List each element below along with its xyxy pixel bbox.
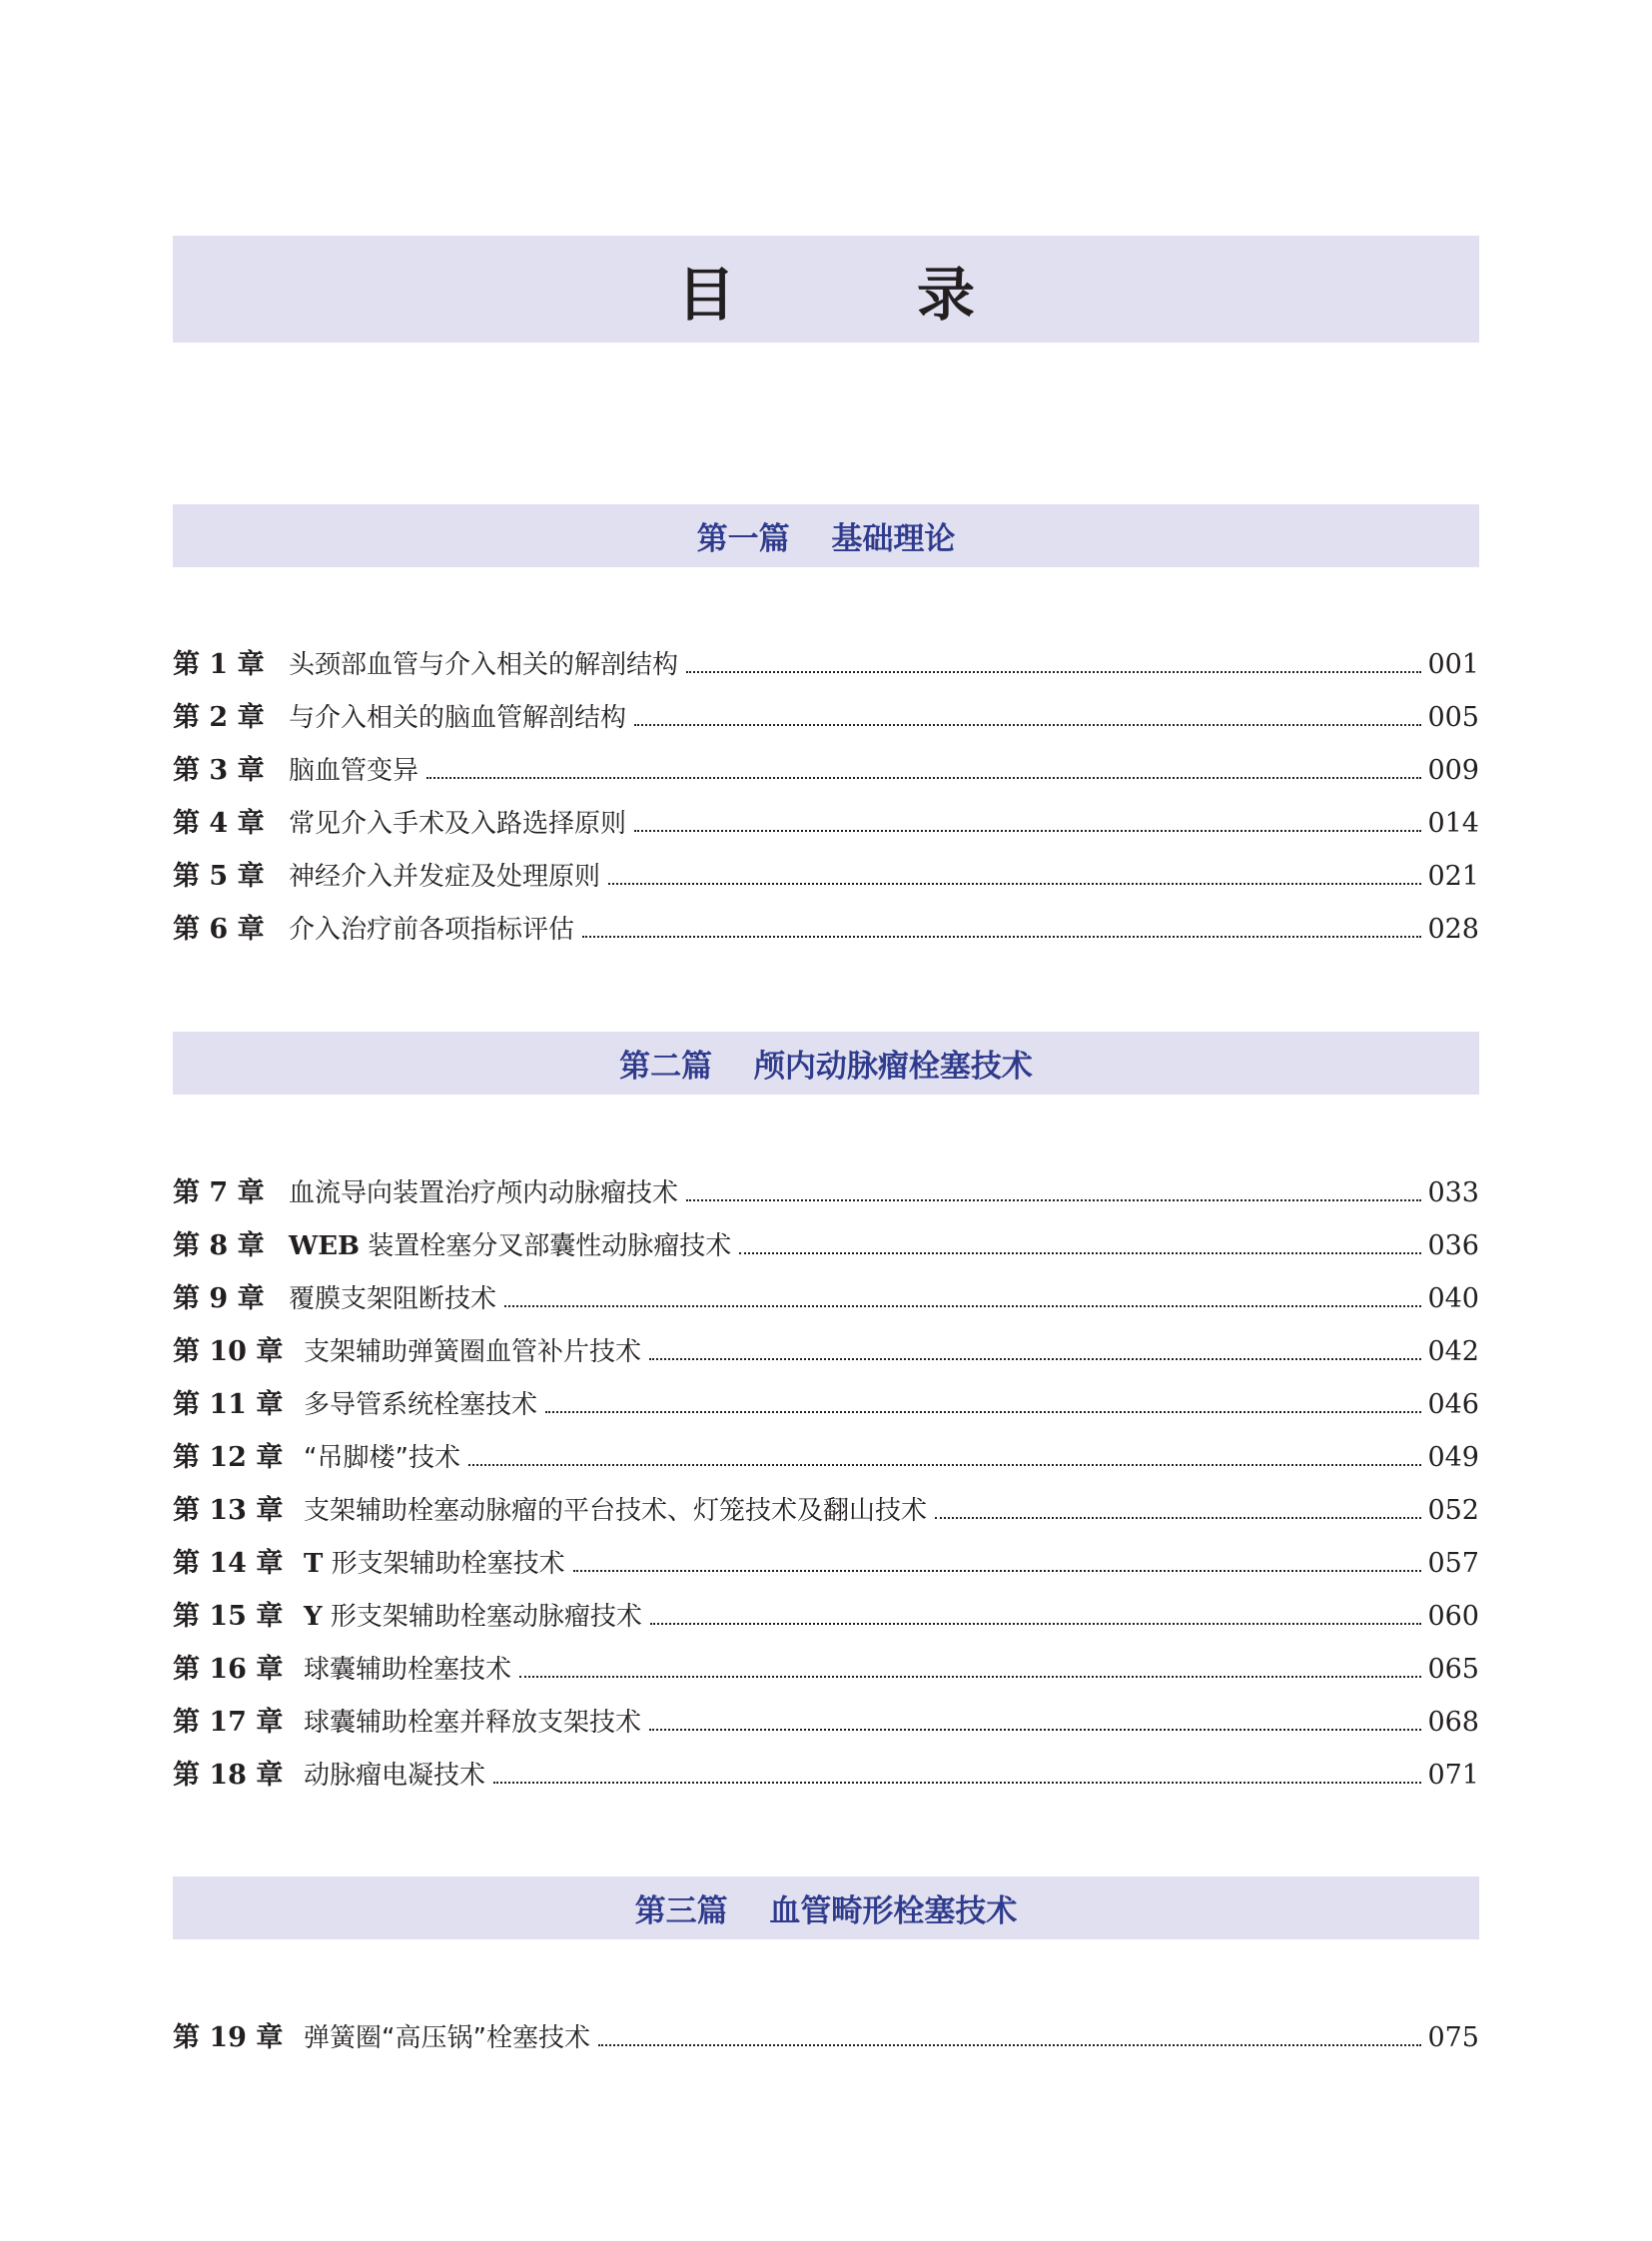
chapter-number: 第 5 章 xyxy=(173,861,265,892)
toc-entry[interactable] xyxy=(173,1263,1479,1316)
chapter-title-text: 介入治疗前各项指标评估 xyxy=(289,915,575,945)
chapter-number: 第 8 章 xyxy=(173,1230,265,1261)
chapter-list-part-3 xyxy=(173,2002,1479,2055)
chapter-number: 第 12 章 xyxy=(173,1442,284,1473)
part-header-1 xyxy=(173,504,1479,567)
dot-leader xyxy=(598,2044,1422,2046)
dot-leader xyxy=(935,1517,1421,1519)
chapter-title-text: 球囊辅助栓塞并释放支架技术 xyxy=(304,1708,642,1738)
page-number: 052 xyxy=(1427,1495,1479,1526)
chapter-title xyxy=(289,754,418,788)
toc-entry[interactable] xyxy=(173,1316,1479,1369)
toc-entry[interactable] xyxy=(173,1528,1479,1581)
chapter-title xyxy=(304,1653,511,1687)
part-name: 基础理论 xyxy=(831,521,956,557)
page-number: 033 xyxy=(1427,1177,1479,1208)
chapter-number: 第 10 章 xyxy=(173,1336,284,1367)
toc-entry[interactable] xyxy=(173,629,1479,682)
dot-leader xyxy=(519,1676,1421,1678)
chapter-title xyxy=(304,1335,641,1369)
chapter-title xyxy=(289,860,600,894)
chapter-list-part-1 xyxy=(173,629,1479,947)
chapter-title xyxy=(304,1547,565,1581)
chapter-title-text: 装置栓塞分叉部囊性动脉瘤技术 xyxy=(360,1231,732,1261)
toc-entry[interactable] xyxy=(173,1740,1479,1793)
chapter-title-text: 多导管系统栓塞技术 xyxy=(304,1390,538,1420)
dot-leader xyxy=(686,671,1421,673)
chapter-title xyxy=(304,1759,485,1793)
chapter-title-text: 血流导向装置治疗颅内动脉瘤技术 xyxy=(289,1178,679,1208)
toc-entry[interactable] xyxy=(173,1210,1479,1263)
chapter-number: 第 2 章 xyxy=(173,702,265,733)
chapter-number: 第 14 章 xyxy=(173,1548,284,1579)
chapter-title-text: 脑血管变异 xyxy=(289,756,419,786)
chapter-number: 第 7 章 xyxy=(173,1177,265,1208)
chapter-title xyxy=(304,2021,590,2055)
page-number: 075 xyxy=(1427,2022,1479,2053)
toc-entry[interactable] xyxy=(173,1634,1479,1687)
page-number: 049 xyxy=(1427,1442,1479,1473)
page-number: 009 xyxy=(1427,755,1479,786)
toc-entry[interactable] xyxy=(173,735,1479,788)
chapter-title-text: 形支架辅助栓塞动脉瘤技术 xyxy=(322,1602,642,1632)
dot-leader xyxy=(649,1729,1421,1731)
chapter-title xyxy=(289,913,574,947)
chapter-title-prefix: Y xyxy=(304,1602,323,1632)
dot-leader xyxy=(649,1358,1421,1360)
chapter-title-text: 动脉瘤电凝技术 xyxy=(304,1761,486,1791)
page-number: 005 xyxy=(1427,702,1479,733)
toc-entry[interactable] xyxy=(173,1369,1479,1422)
page-number: 028 xyxy=(1427,914,1479,945)
chapter-title-prefix: T xyxy=(304,1549,324,1579)
toc-entry[interactable] xyxy=(173,1475,1479,1528)
chapter-number: 第 11 章 xyxy=(173,1389,284,1420)
chapter-title-text: 形支架辅助栓塞技术 xyxy=(323,1549,565,1579)
page-number: 001 xyxy=(1427,649,1479,680)
page-number: 042 xyxy=(1427,1336,1479,1367)
part-label: 第一篇 xyxy=(696,521,790,557)
dot-leader xyxy=(686,1199,1421,1201)
chapter-list-part-2 xyxy=(173,1157,1479,1793)
chapter-title xyxy=(289,701,626,735)
toc-entry[interactable] xyxy=(173,2002,1479,2055)
page-number: 071 xyxy=(1427,1760,1479,1791)
dot-leader xyxy=(468,1464,1422,1466)
part-label: 第二篇 xyxy=(619,1049,713,1085)
dot-leader xyxy=(493,1782,1421,1784)
page-number: 014 xyxy=(1427,808,1479,839)
chapter-title xyxy=(304,1600,642,1634)
chapter-title-text: 覆膜支架阻断技术 xyxy=(289,1284,497,1314)
toc-entry[interactable] xyxy=(173,841,1479,894)
chapter-title xyxy=(289,1229,731,1263)
chapter-number: 第 6 章 xyxy=(173,914,265,945)
page-number: 046 xyxy=(1427,1389,1479,1420)
chapter-number: 第 9 章 xyxy=(173,1283,265,1314)
chapter-title-text: 神经介入并发症及处理原则 xyxy=(289,862,601,892)
toc-entry[interactable] xyxy=(173,682,1479,735)
toc-entry[interactable] xyxy=(173,788,1479,841)
page-number: 040 xyxy=(1427,1283,1479,1314)
chapter-title xyxy=(304,1441,460,1475)
chapter-title xyxy=(289,807,626,841)
chapter-number: 第 17 章 xyxy=(173,1707,284,1738)
dot-leader xyxy=(650,1623,1422,1625)
part-header-2 xyxy=(173,1032,1479,1095)
dot-leader xyxy=(608,883,1421,885)
toc-entry[interactable] xyxy=(173,1687,1479,1740)
part-name: 血管畸形栓塞技术 xyxy=(769,1893,1018,1929)
page-number: 068 xyxy=(1427,1707,1479,1738)
page-number: 057 xyxy=(1427,1548,1479,1579)
dot-leader xyxy=(545,1411,1421,1413)
dot-leader xyxy=(573,1570,1422,1572)
part-name: 颅内动脉瘤栓塞技术 xyxy=(753,1049,1033,1085)
chapter-title-text: 头颈部血管与介入相关的解剖结构 xyxy=(289,650,679,680)
chapter-number: 第 18 章 xyxy=(173,1760,284,1791)
chapter-number: 第 13 章 xyxy=(173,1495,284,1526)
dot-leader xyxy=(634,830,1421,832)
chapter-title-text: 弹簧圈“高压锅”栓塞技术 xyxy=(304,2023,590,2053)
chapter-title xyxy=(289,648,678,682)
dot-leader xyxy=(582,936,1421,938)
dot-leader xyxy=(504,1305,1421,1307)
part-title-2 xyxy=(619,1041,1033,1086)
part-header-3 xyxy=(173,1876,1479,1939)
chapter-title-prefix: WEB xyxy=(289,1231,360,1261)
chapter-number: 第 1 章 xyxy=(173,649,265,680)
page-number: 060 xyxy=(1427,1601,1479,1632)
chapter-title-text: 与介入相关的脑血管解剖结构 xyxy=(289,703,627,733)
chapter-title xyxy=(289,1282,496,1316)
toc-entry[interactable] xyxy=(173,1581,1479,1634)
chapter-title-text: “吊脚楼”技术 xyxy=(304,1443,460,1473)
toc-entry[interactable] xyxy=(173,1422,1479,1475)
chapter-number: 第 15 章 xyxy=(173,1601,284,1632)
dot-leader xyxy=(739,1252,1421,1254)
dot-leader xyxy=(426,777,1421,779)
chapter-number: 第 4 章 xyxy=(173,808,265,839)
chapter-number: 第 19 章 xyxy=(173,2022,284,2053)
chapter-title xyxy=(304,1494,927,1528)
dot-leader xyxy=(634,724,1421,726)
chapter-title-text: 支架辅助弹簧圈血管补片技术 xyxy=(304,1337,642,1367)
part-label: 第三篇 xyxy=(634,1893,728,1929)
chapter-title-text: 支架辅助栓塞动脉瘤的平台技术、灯笼技术及翻山技术 xyxy=(304,1496,928,1526)
chapter-title-text: 常见介入手术及入路选择原则 xyxy=(289,809,627,839)
page-number: 065 xyxy=(1427,1654,1479,1685)
chapter-number: 第 3 章 xyxy=(173,755,265,786)
chapter-number: 第 16 章 xyxy=(173,1654,284,1685)
chapter-title-text: 球囊辅助栓塞技术 xyxy=(304,1655,512,1685)
page-number: 021 xyxy=(1427,861,1479,892)
toc-entry[interactable] xyxy=(173,1157,1479,1210)
chapter-title xyxy=(289,1176,678,1210)
chapter-title xyxy=(304,1706,641,1740)
part-title-1 xyxy=(697,513,956,558)
toc-header-bar xyxy=(173,236,1479,343)
page-number: 036 xyxy=(1427,1230,1479,1261)
toc-title: 目 录 xyxy=(676,260,1037,329)
toc-entry[interactable] xyxy=(173,894,1479,947)
chapter-title xyxy=(304,1388,537,1422)
part-title-3 xyxy=(635,1885,1018,1930)
